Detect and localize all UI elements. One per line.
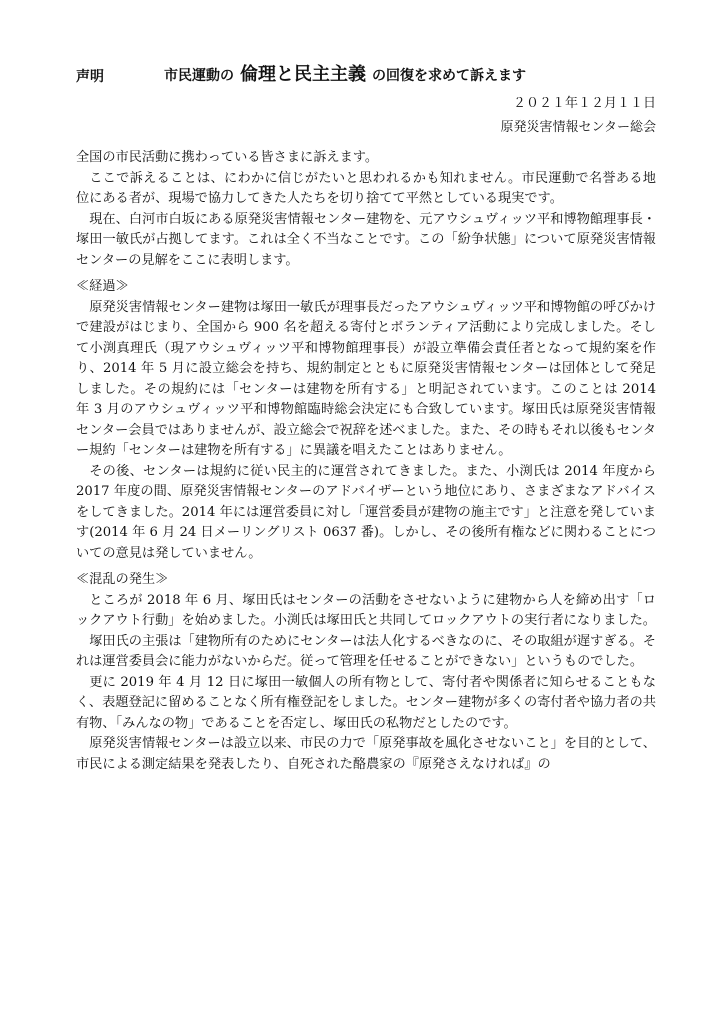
history-paragraph-2: その後、センターは規約に従い民主的に運営されてきました。また、小渕氏は 2014 年度から 2017 年度の間、原発災害情報センターのアドバイザーという地位にあり、さまざまなアドバイスをしてきました。2014 年には運営委員に対し「運営委員が建物の施主です」と注意を発しています(2014 年 6 月 24 日メーリングリスト 0637 番)。しかし、その後所有権などに関わることについての意見は発していません。 [76,463,656,561]
document-date: ２０２１年１２月１１日 [512,96,656,111]
section-heading-confusion: ≪混乱の発生≫ [76,572,169,587]
issuing-organization: 原発災害情報センター総会 [500,120,656,135]
history-paragraph-1: 原発災害情報センター建物は塚田一敏氏が理事長だったアウシュヴィッツ平和博物館の呼びかけで建設がはじまり、全国から 900 名を超える寄付とボランティア活動により完成しました。そして小渕真理氏（現アウシュヴィッツ平和博物館理事長）が設立準備会責任者となって規約案を作り、2014 年 5 月に設立総会を持ち、規約制定とともに原発災害情報センターは団体として発足しました。その規約には「センターは建物を所有する」と明記されています。このことは 2014 年 3 月のアウシュヴィッツ平和博物館臨時総会決定にも合致しています。塚田氏は原発災害情報センター会員ではありませんが、設立総会で祝辞を述べました。また、その時もそれ以後もセンター規約「センターは建物を所有する」に異議を唱えたことはありません。 [76,299,656,458]
document-page [76,60,656,775]
confusion-paragraph-4: 原発災害情報センターは設立以来、市民の力で「原発事故を風化させないこと」を目的として、市民による測定結果を発表したり、自死された酪農家の『原発さえなければ』の [76,736,656,772]
confusion-paragraph-1: ところが 2018 年 6 月、塚田氏はセンターの活動をさせないように建物から人を締め出す「ロックアウト行動」を始めました。小渕氏は塚田氏と共同してロックアウトの実行者になりました。 [76,592,656,628]
section-heading-history: ≪経過≫ [76,279,129,294]
title-prefix: 市民運動の [164,68,234,84]
title-emphasis: 倫理と民主主義 [240,64,366,85]
document-title [164,60,526,86]
intro-paragraph-1: 全国の市民活動に携わっている皆さまに訴えます。 [76,150,379,165]
title-row [76,60,656,90]
document-body [76,148,656,775]
confusion-paragraph-3: 更に 2019 年 4 月 12 日に塚田一敏個人の所有物として、寄付者や関係者に知らせることもなく、表題登記に留めることなく所有権登記をしました。センター建物が多くの寄付者や協力者の共有物、「みんなの物」であることを否定し、塚田氏の私物だとしたのです。 [76,674,656,731]
confusion-paragraph-2: 塚田氏の主張は「建物所有のためにセンターは法人化するべきなのに、その取組が遅すぎる。それは運営委員会に能力がないからだ。従って管理を任せることができない」というものでした。 [76,633,656,669]
intro-paragraph-3: 現在、白河市白坂にある原発災害情報センター建物を、元アウシュヴィッツ平和博物館理事長・塚田一敏氏が占拠してます。これは全く不当なことです。この「紛争状態」について原発災害情報センターの見解をここに表明します。 [76,211,656,268]
intro-paragraph-2: ここで訴えることは、にわかに信じがたいと思われるかも知れません。市民運動で名誉ある地位にある者が、現場で協力してきた人たちを切り捨てて平然としている現実です。 [76,170,656,206]
statement-label: 声明 [76,69,104,85]
title-suffix: の回復を求めて訴えます [372,68,526,84]
